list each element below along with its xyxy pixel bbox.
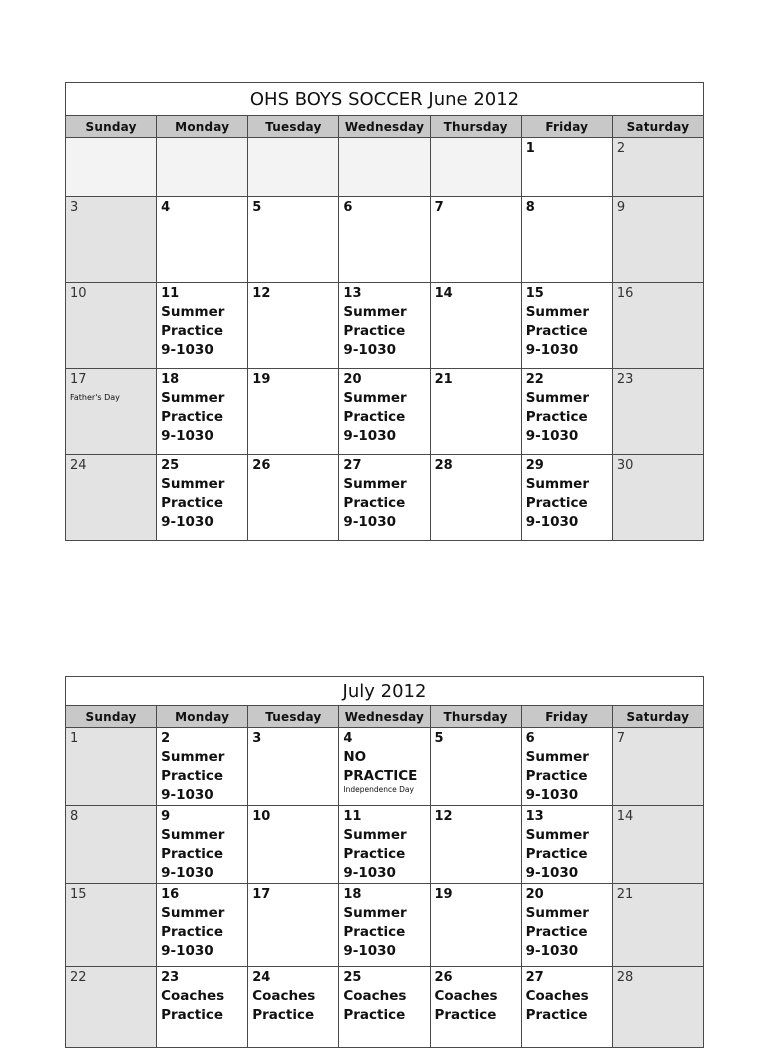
- day-number: 20: [343, 372, 362, 387]
- day-number: 18: [343, 887, 362, 902]
- day-number: 20: [525, 887, 544, 902]
- weekday-header: Sunday: [66, 116, 157, 138]
- day-cell[interactable]: [248, 455, 339, 541]
- day-number: 3: [252, 731, 262, 746]
- day-cell[interactable]: [66, 884, 157, 967]
- day-number: 11: [343, 809, 362, 824]
- day-cell[interactable]: [430, 369, 521, 455]
- day-number: 7: [434, 200, 444, 215]
- week-row: [66, 283, 704, 369]
- event-text: Practice: [525, 768, 588, 784]
- day-cell[interactable]: [612, 455, 703, 541]
- event-text: Summer: [161, 304, 225, 320]
- day-number: 1: [525, 141, 535, 156]
- day-cell[interactable]: [612, 283, 703, 369]
- event-text: Practice: [343, 924, 406, 940]
- day-cell[interactable]: [612, 884, 703, 967]
- day-number: 10: [70, 286, 87, 301]
- event-text: 9-1030: [343, 943, 396, 959]
- event-text: Summer: [161, 749, 225, 765]
- day-number: 3: [70, 200, 79, 215]
- day-cell[interactable]: [521, 369, 612, 455]
- event-text: Summer: [525, 905, 589, 921]
- day-cell[interactable]: [339, 728, 430, 806]
- day-cell[interactable]: [248, 197, 339, 283]
- day-cell[interactable]: [339, 884, 430, 967]
- weekday-header: Thursday: [430, 706, 521, 728]
- day-number: 27: [343, 458, 362, 473]
- day-cell[interactable]: [612, 197, 703, 283]
- day-cell[interactable]: [430, 197, 521, 283]
- event-text: Practice: [161, 768, 224, 784]
- day-cell[interactable]: [430, 967, 521, 1048]
- day-number: 8: [525, 200, 535, 215]
- day-cell[interactable]: [612, 369, 703, 455]
- event-text: Practice: [161, 924, 224, 940]
- event-text: Summer: [161, 476, 225, 492]
- event-text: Coaches: [161, 988, 225, 1004]
- event-text: Practice: [343, 495, 406, 511]
- day-number: 5: [434, 731, 444, 746]
- day-cell[interactable]: [612, 138, 703, 197]
- july-calendar: [65, 676, 704, 1048]
- event-text: Practice: [161, 1007, 224, 1023]
- event-text: Coaches: [343, 988, 407, 1004]
- day-number: 19: [252, 372, 271, 387]
- day-number: 24: [70, 458, 87, 473]
- event-text: Practice: [525, 409, 588, 425]
- day-cell[interactable]: [157, 369, 248, 455]
- event-text: 9-1030: [343, 342, 396, 358]
- day-cell[interactable]: [157, 455, 248, 541]
- day-number: 28: [434, 458, 453, 473]
- day-number: 11: [161, 286, 180, 301]
- event-text: 9-1030: [343, 428, 396, 444]
- event-text: Summer: [343, 476, 407, 492]
- event-text: Practice: [525, 323, 588, 339]
- event-text: Coaches: [252, 988, 316, 1004]
- week-row: [66, 455, 704, 541]
- day-cell[interactable]: [612, 967, 703, 1048]
- event-text: Summer: [161, 827, 225, 843]
- weekday-header-row: [66, 116, 704, 138]
- event-text: Summer: [161, 390, 225, 406]
- day-number: 21: [434, 372, 453, 387]
- day-cell[interactable]: [430, 283, 521, 369]
- day-cell[interactable]: [521, 138, 612, 197]
- day-number: 12: [434, 809, 453, 824]
- event-text: 9-1030: [525, 865, 579, 881]
- event-text: 9-1030: [525, 428, 579, 444]
- event-text: Summer: [525, 390, 589, 406]
- day-cell[interactable]: [157, 884, 248, 967]
- event-text: Summer: [343, 827, 407, 843]
- event-text: Summer: [525, 749, 589, 765]
- week-row: [66, 967, 704, 1048]
- day-number: 5: [252, 200, 262, 215]
- day-number: 26: [252, 458, 271, 473]
- day-number: 14: [434, 286, 453, 301]
- day-number: 13: [525, 809, 544, 824]
- day-cell[interactable]: [157, 283, 248, 369]
- day-number: 23: [616, 372, 634, 387]
- event-text: 9-1030: [525, 943, 579, 959]
- event-text: Practice: [161, 846, 224, 862]
- day-number: 16: [161, 887, 180, 902]
- day-cell[interactable]: [339, 197, 430, 283]
- day-cell[interactable]: [521, 884, 612, 967]
- event-text: Summer: [343, 304, 407, 320]
- day-number: 25: [161, 458, 180, 473]
- day-cell[interactable]: [157, 197, 248, 283]
- event-text: Coaches: [525, 988, 589, 1004]
- event-text: Practice: [161, 409, 224, 425]
- event-text: Practice: [252, 1007, 315, 1023]
- day-number: 4: [161, 200, 171, 215]
- weekday-header: Friday: [521, 706, 612, 728]
- event-text: 9-1030: [161, 514, 214, 530]
- week-row: [66, 884, 704, 967]
- june-calendar: [65, 82, 704, 541]
- event-text: 9-1030: [525, 514, 579, 530]
- day-number: 15: [70, 887, 87, 902]
- day-number: 8: [70, 809, 79, 824]
- day-number: 17: [70, 372, 87, 387]
- day-number: 26: [434, 970, 453, 985]
- day-number: 12: [252, 286, 271, 301]
- day-number: 6: [525, 731, 535, 746]
- event-text: 9-1030: [161, 865, 214, 881]
- day-cell[interactable]: [66, 197, 157, 283]
- weekday-header: Friday: [521, 116, 612, 138]
- event-text: Practice: [343, 409, 406, 425]
- event-text: Coaches: [434, 988, 498, 1004]
- calendar-title: July 2012: [342, 681, 427, 702]
- day-number: 14: [616, 809, 634, 824]
- day-cell[interactable]: [521, 455, 612, 541]
- event-text: Practice: [525, 846, 588, 862]
- day-cell[interactable]: [430, 728, 521, 806]
- event-text: 9-1030: [343, 514, 396, 530]
- weekday-header: Thursday: [430, 116, 521, 138]
- day-number: 29: [525, 458, 544, 473]
- event-text: Practice: [525, 1007, 588, 1023]
- holiday-note: Father's Day: [70, 393, 120, 402]
- day-number: 25: [343, 970, 362, 985]
- event-text: 9-1030: [161, 943, 214, 959]
- day-number: 27: [525, 970, 544, 985]
- day-cell[interactable]: [157, 806, 248, 884]
- day-number: 9: [161, 809, 171, 824]
- event-text: Practice: [343, 323, 406, 339]
- week-row: [66, 197, 704, 283]
- day-cell[interactable]: [157, 728, 248, 806]
- day-cell[interactable]: [248, 138, 339, 197]
- day-number: 19: [434, 887, 453, 902]
- event-text: Summer: [161, 905, 225, 921]
- day-number: 2: [616, 141, 626, 156]
- event-text: Practice: [343, 846, 406, 862]
- day-number: 6: [343, 200, 353, 215]
- calendar-title-cell: [66, 83, 704, 116]
- day-number: 17: [252, 887, 271, 902]
- weekday-header: Monday: [157, 116, 248, 138]
- event-text: Summer: [343, 390, 407, 406]
- event-text: 9-1030: [343, 865, 396, 881]
- day-cell[interactable]: [430, 138, 521, 197]
- weekday-header: Wednesday: [339, 706, 430, 728]
- day-cell[interactable]: [521, 283, 612, 369]
- day-number: 16: [616, 286, 634, 301]
- event-text: Summer: [525, 827, 589, 843]
- day-cell[interactable]: [66, 728, 157, 806]
- event-text: 9-1030: [161, 428, 214, 444]
- weekday-header: Saturday: [612, 706, 703, 728]
- day-cell[interactable]: [521, 728, 612, 806]
- event-text: Practice: [161, 323, 224, 339]
- day-number: 7: [616, 731, 626, 746]
- event-text: 9-1030: [161, 787, 214, 803]
- day-number: 22: [70, 970, 87, 985]
- event-text: Summer: [343, 905, 407, 921]
- day-cell[interactable]: [248, 884, 339, 967]
- week-row: [66, 728, 704, 806]
- calendar-title: OHS BOYS SOCCER June 2012: [249, 89, 520, 110]
- weekday-header: Saturday: [612, 116, 703, 138]
- day-cell[interactable]: [521, 197, 612, 283]
- calendar-title-cell: [66, 677, 704, 706]
- day-cell[interactable]: [248, 806, 339, 884]
- day-cell[interactable]: [430, 455, 521, 541]
- day-number: 4: [343, 731, 353, 746]
- day-cell[interactable]: [339, 138, 430, 197]
- event-text: Practice: [161, 495, 224, 511]
- weekday-header-row: [66, 706, 704, 728]
- weekday-header: Tuesday: [248, 116, 339, 138]
- day-number: 23: [161, 970, 180, 985]
- day-cell[interactable]: [248, 369, 339, 455]
- weekday-header: Tuesday: [248, 706, 339, 728]
- day-cell[interactable]: [612, 728, 703, 806]
- day-cell[interactable]: [612, 806, 703, 884]
- event-text: Practice: [525, 924, 588, 940]
- day-cell[interactable]: [157, 967, 248, 1048]
- day-number: 10: [252, 809, 271, 824]
- day-cell[interactable]: [248, 728, 339, 806]
- day-number: 2: [161, 731, 171, 746]
- week-row: [66, 138, 704, 197]
- event-text: PRACTICE: [343, 768, 418, 784]
- day-number: 15: [525, 286, 544, 301]
- day-cell[interactable]: [66, 455, 157, 541]
- day-cell[interactable]: [66, 369, 157, 455]
- day-cell[interactable]: [66, 138, 157, 197]
- day-number: 22: [525, 372, 544, 387]
- day-cell[interactable]: [521, 806, 612, 884]
- day-cell[interactable]: [430, 806, 521, 884]
- day-number: 21: [616, 887, 634, 902]
- day-cell[interactable]: [248, 967, 339, 1048]
- day-number: 13: [343, 286, 362, 301]
- day-cell[interactable]: [339, 283, 430, 369]
- day-number: 30: [616, 458, 634, 473]
- event-text: Practice: [525, 495, 588, 511]
- event-text: 9-1030: [161, 342, 214, 358]
- day-cell[interactable]: [339, 455, 430, 541]
- day-cell[interactable]: [339, 369, 430, 455]
- weekday-header: Wednesday: [339, 116, 430, 138]
- week-row: [66, 369, 704, 455]
- event-text: Summer: [525, 304, 589, 320]
- day-number: 18: [161, 372, 180, 387]
- event-text: NO: [343, 749, 367, 765]
- day-cell[interactable]: [521, 967, 612, 1048]
- event-text: Summer: [525, 476, 589, 492]
- event-text: 9-1030: [525, 342, 579, 358]
- event-text: 9-1030: [525, 787, 579, 803]
- day-cell[interactable]: [248, 283, 339, 369]
- day-cell[interactable]: [66, 967, 157, 1048]
- day-cell[interactable]: [66, 283, 157, 369]
- day-cell[interactable]: [157, 138, 248, 197]
- day-number: 1: [70, 731, 79, 746]
- day-number: 24: [252, 970, 271, 985]
- event-text: Practice: [343, 1007, 406, 1023]
- weekday-header: Sunday: [66, 706, 157, 728]
- day-cell[interactable]: [66, 806, 157, 884]
- holiday-note: Independence Day: [343, 785, 414, 794]
- week-row: [66, 806, 704, 884]
- day-number: 9: [616, 200, 626, 215]
- day-cell[interactable]: [339, 967, 430, 1048]
- event-text: Practice: [434, 1007, 497, 1023]
- day-cell[interactable]: [430, 884, 521, 967]
- day-cell[interactable]: [339, 806, 430, 884]
- weekday-header: Monday: [157, 706, 248, 728]
- day-number: 28: [616, 970, 634, 985]
